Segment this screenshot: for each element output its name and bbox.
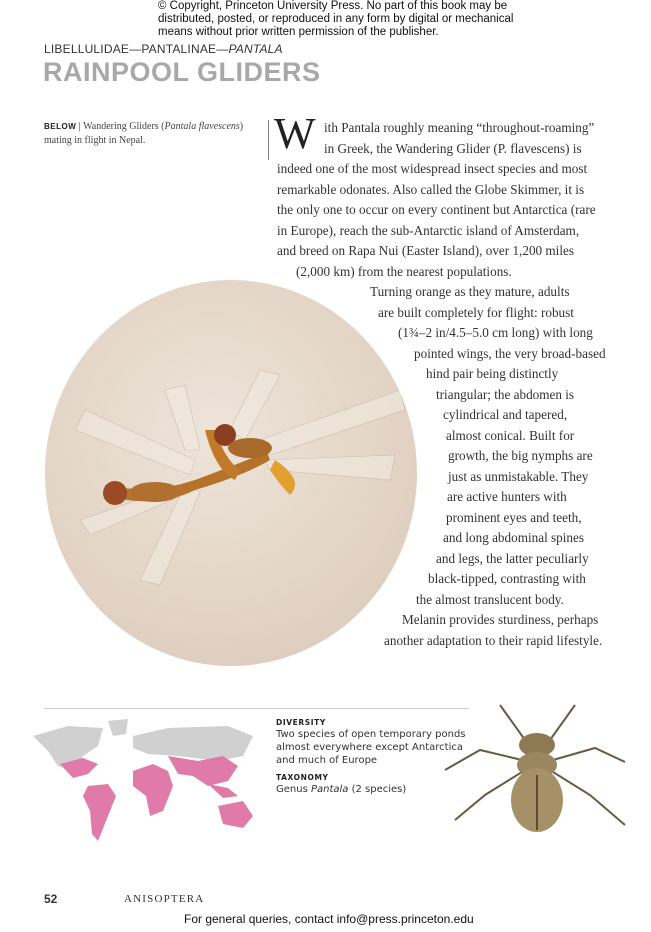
contact-footer: For general queries, contact info@press.princeton.edu xyxy=(184,912,474,926)
page-title: RAINPOOL GLIDERS xyxy=(43,57,321,87)
body-line: pointed wings, the very broad-based xyxy=(414,345,606,361)
body-line: black-tipped, contrasting with xyxy=(428,571,586,586)
separator: — xyxy=(129,42,142,56)
species-info xyxy=(276,718,466,802)
body-line: and legs, the latter peculiarly xyxy=(436,550,589,566)
taxonomy-heading: TAXONOMY xyxy=(276,773,329,782)
separator: — xyxy=(216,42,229,56)
section-name: ANISOPTERA xyxy=(124,893,205,905)
body-line: prominent eyes and teeth, xyxy=(446,509,582,525)
genus: PANTALA xyxy=(228,42,283,56)
caption-label: BELOW xyxy=(44,122,77,131)
body-line: just as unmistakable. They xyxy=(448,468,589,484)
copyright-notice: © Copyright, Princeton University Press. No part of this book may be distributed, posted, or reproduced in any form by digital or mechanical means without prior written permission of the publisher. xyxy=(158,0,514,38)
body-line: ith Pantala roughly meaning “throughout-roaming” xyxy=(324,120,595,135)
body-line: in Europe), reach the sub-Antarctic island of Amsterdam, xyxy=(277,222,580,238)
body-line: the almost translucent body. xyxy=(416,591,564,607)
taxonomy-path xyxy=(44,42,283,56)
body-line: are active hunters with xyxy=(447,489,567,504)
body-line: in Greek, the Wandering Glider (P. flavescens) is xyxy=(324,140,582,156)
body-line: the only one to occur on every continent but Antarctica (rare xyxy=(277,202,596,217)
body-line: almost conical. Built for xyxy=(446,427,575,443)
body-line: and long abdominal spines xyxy=(443,530,585,545)
taxonomy-pre: Genus xyxy=(276,784,311,795)
body-line: triangular; the abdomen is xyxy=(436,386,575,402)
body-line: remarkable odonates. Also called the Globe Skimmer, it is xyxy=(277,181,585,197)
dragonfly-photo xyxy=(45,280,417,666)
section-divider xyxy=(44,708,469,709)
mating-dragonflies-image xyxy=(45,280,417,666)
nymph-image xyxy=(440,700,635,840)
body-line: growth, the big nymphs are xyxy=(448,448,593,463)
taxonomy-genus: Pantala xyxy=(310,784,349,795)
body-line: Melanin provides sturdiness, perhaps xyxy=(402,612,599,627)
body-line: another adaptation to their rapid lifestyle. xyxy=(384,632,603,648)
body-line: (1¾–2 in/4.5–5.0 cm long) with long xyxy=(398,325,593,340)
diversity-heading: DIVERSITY xyxy=(276,718,326,727)
caption-text: Wandering Gliders ( xyxy=(83,121,165,132)
body-line: are built completely for flight: robust xyxy=(378,304,574,320)
photo-caption: BELOW | Wandering Gliders (Pantala flavescens) mating in flight in Nepal. xyxy=(44,121,244,146)
diversity-text: Two species of open temporary ponds almost everywhere except Antarctica and much of Europe xyxy=(276,729,466,766)
body-line: indeed one of the most widespread insect species and most xyxy=(277,161,588,176)
body-line: and breed on Rapa Nui (Easter Island), over 1,200 miles xyxy=(277,243,574,258)
family: LIBELLULIDAE xyxy=(44,42,130,56)
page-number: 52 xyxy=(44,892,58,906)
drop-cap: W xyxy=(274,109,316,158)
distribution-map xyxy=(28,716,268,856)
body-line: hind pair being distinctly xyxy=(426,366,559,381)
body-line: cylindrical and tapered, xyxy=(443,407,568,422)
body-line: Turning orange as they mature, adults xyxy=(370,284,570,299)
caption-text-end: ) mating in flight in Nepal. xyxy=(44,121,244,146)
body-line: (2,000 km) from the nearest populations. xyxy=(296,263,512,279)
subfamily: PANTALINAE xyxy=(141,42,217,56)
caption-species: Pantala flavescens xyxy=(164,121,240,132)
taxonomy-post: (2 species) xyxy=(348,784,407,795)
taxonomy-text xyxy=(276,783,466,796)
range-area xyxy=(60,756,253,841)
divider xyxy=(268,120,269,160)
